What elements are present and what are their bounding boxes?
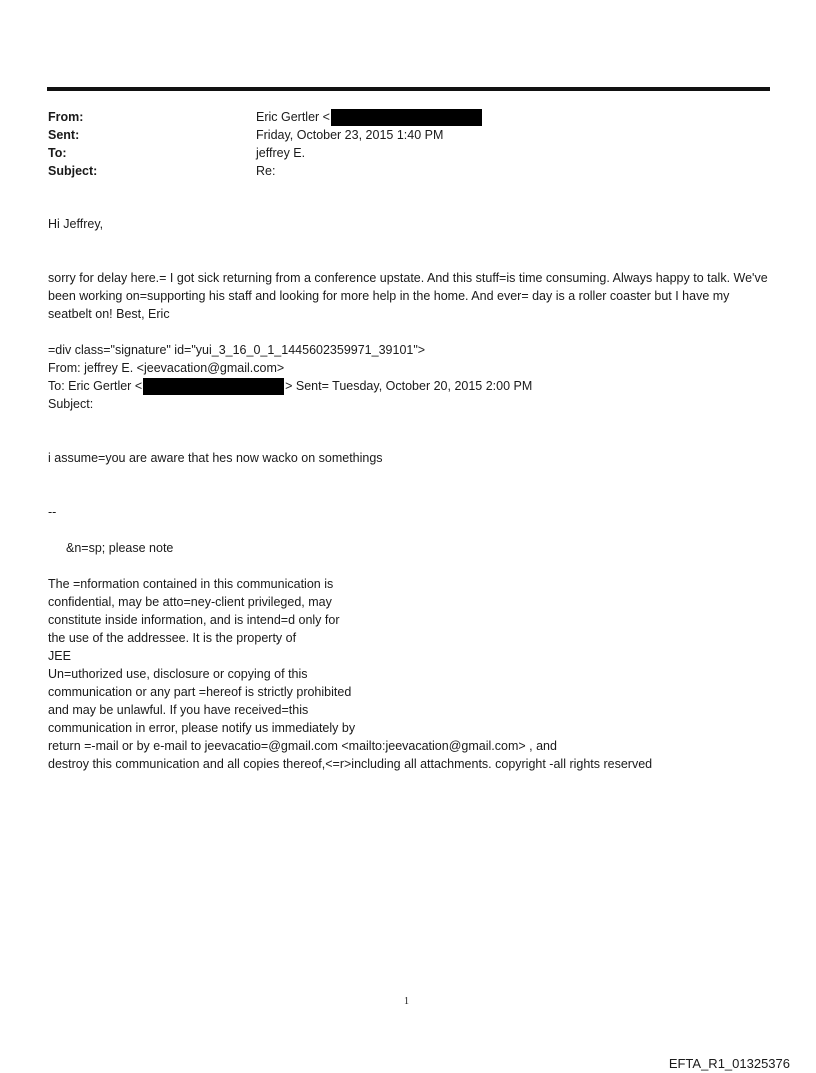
redaction-box [331,109,482,126]
header-divider [47,87,770,91]
from-value [256,108,748,126]
disclaimer-line: JEE [48,649,71,663]
subject-value: Re: [256,164,276,178]
quoted-block [48,341,788,413]
signature-dashes: -- [48,505,57,519]
disclaimer-line: the use of the addressee. It is the property of [48,631,297,645]
from-label: From: [48,110,84,124]
disclaimer [48,575,788,773]
sent-value: Friday, October 23, 2015 1:40 PM [256,128,444,142]
greeting: Hi Jeffrey, [48,217,104,231]
document-id: EFTA_R1_01325376 [668,1056,790,1071]
quoted-to [48,377,788,395]
disclaimer-line: return =-mail or by e-mail to jeevacatio=@gmail.com <mailto:jeevacation@gmail.com> , and [48,739,557,753]
quoted-message: i assume=you are aware that hes now wacko on somethings [48,451,383,465]
signature-markup: =div class="signature" id="yui_3_16_0_1_1445602359971_39101"> [48,343,426,357]
disclaimer-line: and may be unlawful. If you have received=this [48,703,309,717]
please-note: &n=sp; please note [66,541,174,555]
disclaimer-line: communication in error, please notify us immediately by [48,721,356,735]
disclaimer-line: destroy this communication and all copies thereof,<=r>including all attachments. copyright -all rights reserved [48,757,653,771]
to-row [48,144,748,162]
sent-label: Sent: [48,128,80,142]
subject-label: Subject: [48,164,98,178]
subject-row [48,162,748,180]
quoted-to-prefix: To: Eric Gertler < [48,379,143,393]
from-sender: Eric Gertler < [256,110,330,124]
redaction-box [143,378,284,395]
to-value: jeffrey E. [256,146,306,160]
page-number: 1 [404,996,409,1007]
disclaimer-line: Un=uthorized use, disclosure or copying of this [48,667,308,681]
email-header [48,108,748,180]
disclaimer-line: confidential, may be atto=ney-client privileged, may [48,595,332,609]
from-row [48,108,748,126]
to-label: To: [48,146,67,160]
quoted-subject: Subject: [48,397,94,411]
disclaimer-line: constitute inside information, and is intend=d only for [48,613,340,627]
sent-row [48,126,748,144]
quoted-from: From: jeffrey E. <jeevacation@gmail.com> [48,361,285,375]
message-paragraph: sorry for delay here.= I got sick returning from a conference upstate. And this stuff=is time consuming. Always happy to talk. We've been working on=supporting his staff and looking for more help in the home. And ever= day is a roller coaster but I have my seatbelt on! Best, Eric [48,271,768,321]
disclaimer-line: The =nformation contained in this communication is [48,577,334,591]
disclaimer-line: communication or any part =hereof is strictly prohibited [48,685,352,699]
quoted-to-suffix: > Sent= Tuesday, October 20, 2015 2:00 PM [285,379,533,393]
